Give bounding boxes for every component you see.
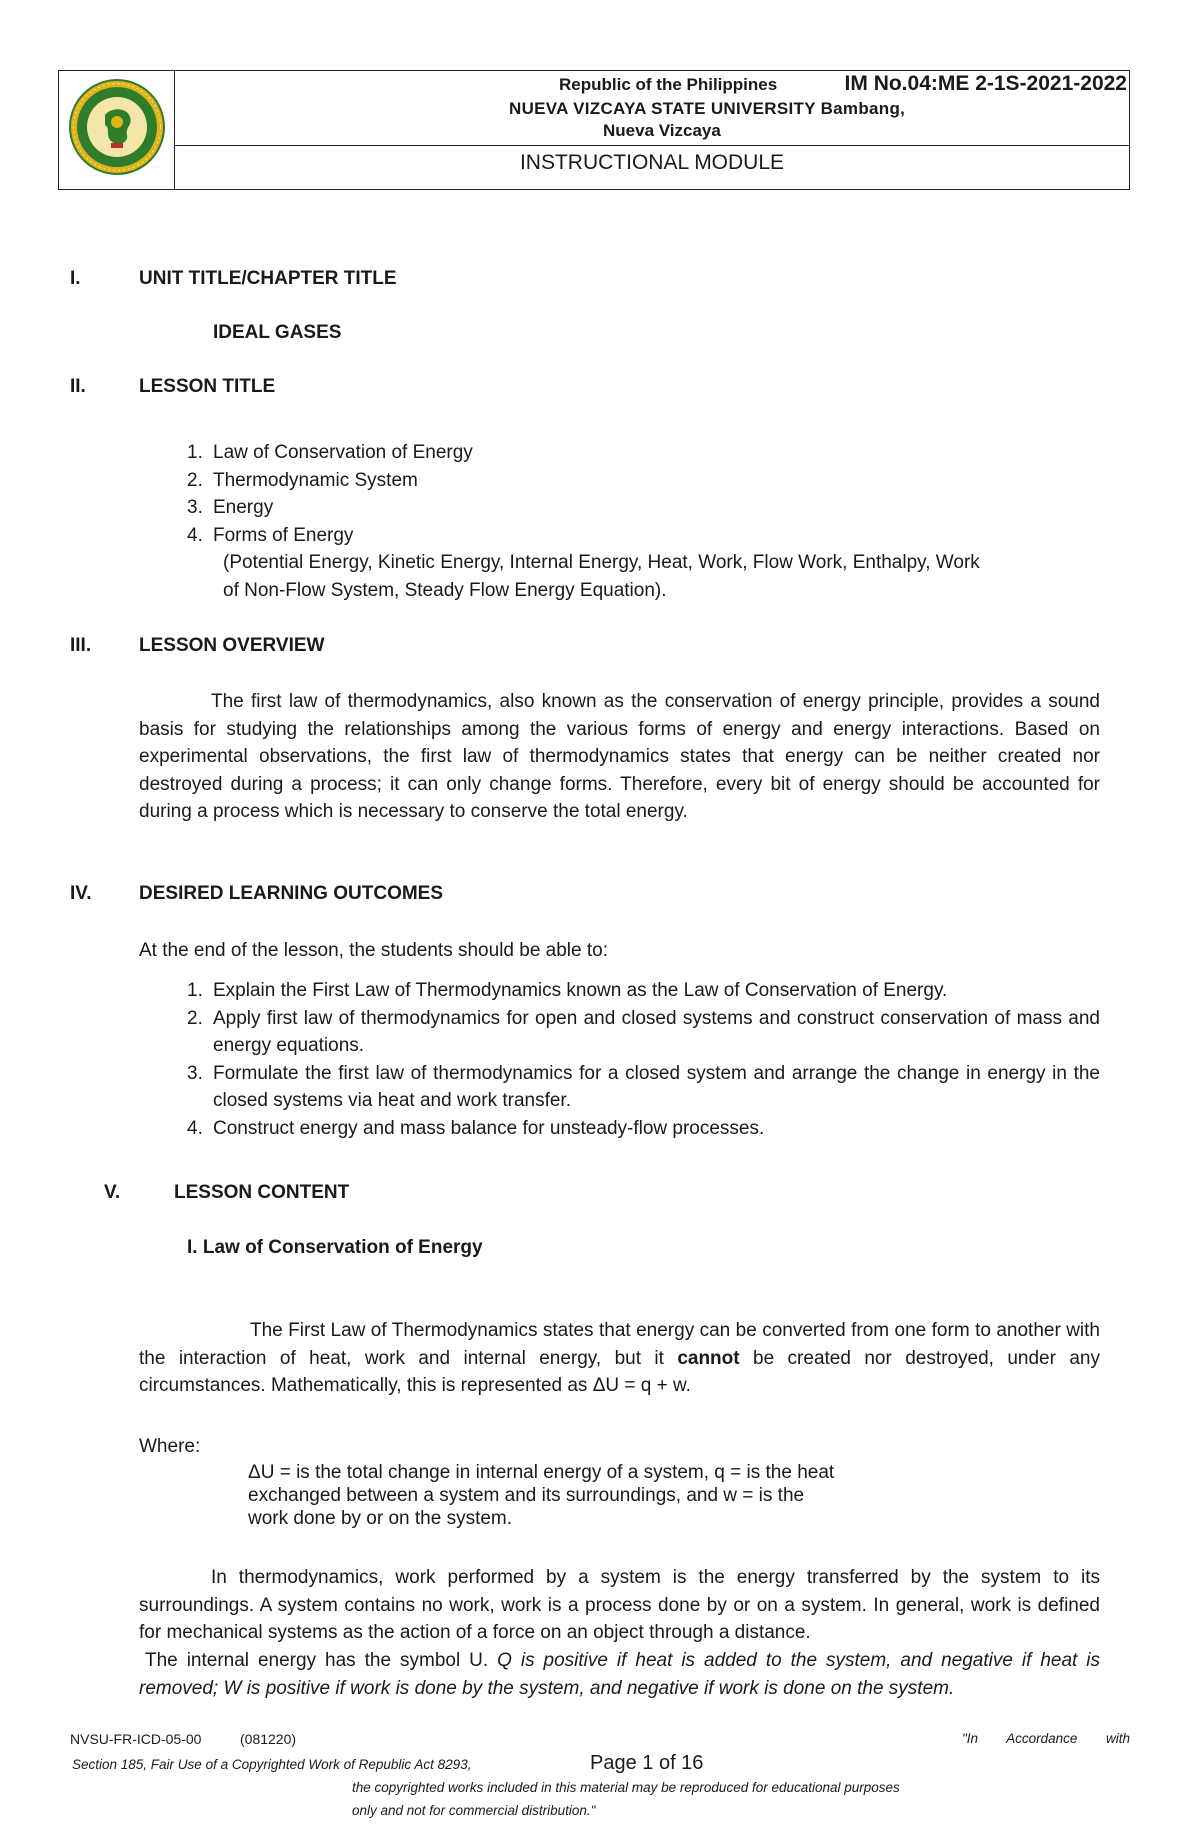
section-1-number: I. <box>70 268 81 289</box>
form-code: NVSU-FR-ICD-05-00 <box>70 1731 202 1747</box>
list-item: 2. Apply first law of thermodynamics for open and closed systems and construct conservation of mass and energy equations. <box>187 1007 1100 1056</box>
logo-cell <box>59 71 175 189</box>
copyright-quote-start: "In Accordance with <box>962 1731 1130 1746</box>
list-item: 4. Forms of Energy <box>187 524 354 546</box>
list-item: 1. Explain the First Law of Thermodynamics known as the Law of Conservation of Energy. <box>187 980 948 1001</box>
learning-outcomes-list <box>187 977 1100 1142</box>
copyright-line-3: the copyrighted works included in this material may be reproduced for educational purposes <box>352 1780 900 1795</box>
im-number: IM No.04:ME 2-1S-2021-2022 <box>844 72 1127 95</box>
first-law-paragraph: The First Law of Thermodynamics states that energy can be converted from one form to another with the interaction of heat, work and internal energy, but it cannot be created nor destroyed, under any circumstances. Mathematically, this is represented as ΔU = q + w. <box>139 1320 1100 1396</box>
list-item: 3. Energy <box>187 497 274 518</box>
lesson-subheading: I. Law of Conservation of Energy <box>187 1237 483 1258</box>
lesson-overview-paragraph: The first law of thermodynamics, also known as the conservation of energy principle, provides a sound basis for studying the relationships among the various forms of energy and energy interactions. Based on experimental observations, the first law of thermodynamics states that energy can be neither created nor destroyed during a process; it can only change forms. Therefore, every bit of energy should be accounted for during a process which is necessary to conserve the total energy. <box>139 691 1100 822</box>
page-number: Page 1 of 16 <box>590 1752 704 1774</box>
outcomes-intro: At the end of the lesson, the students should be able to: <box>139 940 608 961</box>
university-seal-icon <box>67 77 167 177</box>
section-3-number: III. <box>70 635 92 656</box>
copyright-section: Section 185, Fair Use of a Copyrighted Work of Republic Act 8293, <box>72 1757 472 1772</box>
list-item: 2. Thermodynamic System <box>187 469 418 491</box>
module-type: INSTRUCTIONAL MODULE <box>519 151 785 174</box>
document-header <box>58 70 1130 190</box>
list-item: 3. Formulate the first law of thermodynamics for a closed system and arrange the change in energy in the closed systems via heat and work transfer. <box>187 1062 1100 1111</box>
work-paragraph: In thermodynamics, work performed by a system is the energy transferred by the system to its surroundings. A system contains no work, work is a process done by or on a system. In general, work is defined for mechanical systems as the action of a force on an object through a distance. <box>139 1567 1100 1643</box>
university-name: NUEVA VIZCAYA STATE UNIVERSITY Bambang, <box>509 99 906 118</box>
section-5-title: LESSON CONTENT <box>174 1182 350 1203</box>
section-4-number: IV. <box>70 883 92 904</box>
section-2-title: LESSON TITLE <box>139 376 276 397</box>
province-name: Nueva Vizcaya <box>603 121 721 140</box>
emphasis-cannot: cannot <box>677 1347 740 1369</box>
where-definitions: ΔU = is the total change in internal energy of a system, q = is the heat exchanged between a system and its surroundings, and w = is the work done by or on the system. <box>248 1462 835 1529</box>
chapter-title: IDEAL GASES <box>213 322 342 343</box>
copyright-line-4: only and not for commercial distribution." <box>352 1803 596 1818</box>
republic-label: Republic of the Philippines <box>559 75 778 94</box>
forms-of-energy-note-line-2: of Non-Flow System, Steady Flow Energy Equation). <box>223 580 667 601</box>
form-date: (081220) <box>240 1731 297 1747</box>
section-4-title: DESIRED LEARNING OUTCOMES <box>139 883 444 904</box>
section-2-number: II. <box>70 376 86 397</box>
internal-energy-paragraph: The internal energy has the symbol U. Q is positive if heat is added to the system, and negative if heat is removed; W is positive if work is done by the system, and negative if work is done on the system. <box>139 1650 1100 1699</box>
forms-of-energy-note-line-1: (Potential Energy, Kinetic Energy, Internal Energy, Heat, Work, Flow Work, Enthalpy, Work <box>223 552 980 573</box>
section-1-title: UNIT TITLE/CHAPTER TITLE <box>139 268 397 289</box>
section-3-title: LESSON OVERVIEW <box>139 635 325 656</box>
where-label: Where: <box>139 1436 201 1457</box>
header-divider <box>175 145 1129 146</box>
section-5-number: V. <box>104 1182 121 1203</box>
list-item: 1. Law of Conservation of Energy <box>187 442 473 463</box>
list-item: 4. Construct energy and mass balance for unsteady-flow processes. <box>187 1117 765 1139</box>
lesson-title-list <box>187 439 1107 549</box>
